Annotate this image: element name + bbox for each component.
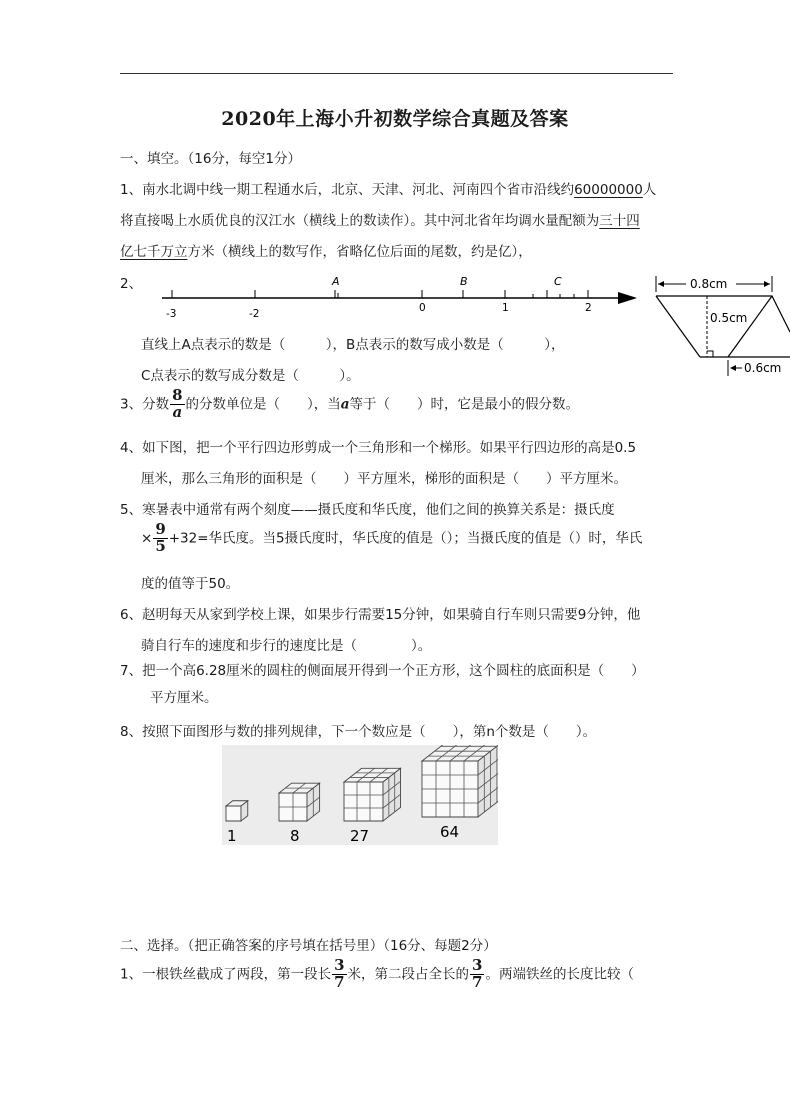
trapezoid-left-side [656, 296, 700, 357]
q7-line1: 7、把一个高6.28厘米的圆柱的侧面展开得到一个正方形，这个圆柱的底面积是（ ） [120, 663, 645, 679]
section2-heading: 二、选择。（把正确答案的序号填在括号里）（16分、每题2分） [120, 938, 497, 954]
q5-line2 [141, 522, 642, 555]
q1-line2 [120, 209, 640, 229]
q1-underlined-number: 60000000 [574, 182, 643, 198]
q1-underlined-words-2: 亿七千万立 [120, 244, 188, 260]
number-line-arrow-icon [618, 292, 637, 304]
q8-line1: 8、按照下面图形与数的排列规律，下一个数应是（ ），第n个数是（ ）。 [120, 724, 597, 740]
point-label: A [332, 275, 340, 288]
q1-line2-text: 将直接喝上水质优良的汉江水（横线上的数读作）。其中河北省年均调水量配额为 [120, 213, 600, 229]
s2-q1-fraction-2 [470, 958, 484, 991]
q6-line1: 6、赵明每天从家到学校上课，如果步行需要15分钟，如果骑自行车则只需要9分钟，他 [120, 607, 641, 623]
q3-line [120, 388, 579, 421]
header-rule [120, 73, 673, 74]
s2-q1-line [120, 958, 634, 991]
q2-number: 2、 [120, 276, 143, 292]
arrow-left-icon [730, 365, 736, 371]
q3-variable: a [340, 396, 350, 413]
q1-underlined-words-1: 三十四 [599, 213, 640, 229]
q3-middle: 的分数单位是（ ），当 [185, 396, 341, 413]
q2-line1: 直线上A点表示的数是（ ），B点表示的数写成小数是（ ）， [141, 337, 565, 353]
cube-count-label: 8 [290, 827, 300, 845]
s2-q1-fraction-2-denominator: 7 [472, 972, 483, 991]
cut-line [728, 296, 772, 357]
arrow-right-icon [764, 281, 770, 287]
cube-count-label: 27 [350, 827, 370, 845]
tick-label: 1 [502, 302, 509, 314]
q1-line3 [120, 240, 532, 260]
tick-label: 2 [585, 302, 592, 314]
q5-times: × [141, 530, 153, 547]
point-label: B [460, 275, 468, 288]
tick-label: -3 [166, 308, 177, 320]
q7-line2: 平方厘米。 [150, 690, 218, 706]
q6-line2: 骑自行车的速度和步行的速度比是（ ）。 [141, 638, 432, 654]
q5-line1: 5、寒暑表中通常有两个刻度——摄氏度和华氏度，他们之间的换算关系是：摄氏度 [120, 502, 615, 518]
s2-q1-fraction-2-numerator: 3 [472, 956, 483, 974]
cube-face [226, 806, 241, 821]
cube-count-label: 1 [227, 827, 237, 845]
cube-drawing [222, 745, 498, 845]
s2-q1-suffix: 。两端铁丝的长度比较（ [485, 966, 634, 983]
q5-line3: 度的值等于50。 [141, 576, 240, 592]
point-label: C [554, 275, 562, 288]
bottom-length-label: 0.6cm [744, 361, 782, 375]
cube-count-label: 64 [440, 823, 460, 841]
number-line-figure [150, 268, 645, 326]
cube-pattern-figure [222, 745, 498, 845]
q3-prefix: 3、分数 [120, 396, 170, 413]
s2-q1-fraction-1 [332, 958, 346, 991]
tick-label: -2 [249, 308, 260, 320]
q1-line1 [120, 178, 656, 198]
q2-line2: C点表示的数写成分数是（ ）。 [141, 368, 360, 384]
q3-fraction [170, 388, 184, 421]
q3-tail: 等于（ ）时，它是最小的假分数。 [349, 396, 580, 413]
right-angle-mark [707, 351, 713, 357]
s2-q1-fraction-1-numerator: 3 [334, 956, 345, 974]
q5-fraction-denominator: 5 [155, 536, 166, 555]
q1-line1-text: 1、南水北调中线一期工程通水后，北京、天津、河北、河南四个省市沿线约 [120, 182, 575, 198]
q1-line3-text: 方米（横线上的数写作，省略亿位后面的尾数，约是亿）， [187, 244, 532, 260]
trapezoid-figure [650, 272, 790, 380]
arrow-left-icon [658, 281, 664, 287]
q5-fraction-numerator: 9 [155, 520, 166, 538]
height-label: 0.5cm [710, 311, 748, 325]
q3-fraction-numerator: 8 [172, 386, 183, 404]
top-length-label: 0.8cm [690, 277, 728, 291]
tick-label: 0 [419, 302, 426, 314]
q1-line1-tail: 人 [642, 182, 657, 198]
s2-q1-prefix: 1、一根铁丝截成了两段，第一段长 [120, 966, 332, 983]
q3-fraction-denominator: a [172, 402, 183, 421]
q4-line2: 厘米，那么三角形的面积是（ ）平方厘米，梯形的面积是（ ）平方厘米。 [141, 471, 627, 487]
q5-fraction [153, 522, 167, 555]
cube-face [344, 782, 383, 821]
q4-line1: 4、如下图，把一个平行四边形剪成一个三角形和一个梯形。如果平行四边形的高是0.5 [120, 440, 637, 456]
s2-q1-middle: 米，第二段占全长的 [347, 966, 470, 983]
q5-line2-text: +32=华氏度。当5摄氏度时，华氏度的值是（）；当摄氏度的值是（）时，华氏 [168, 530, 643, 547]
page-title: 2020年上海小升初数学综合真题及答案 [221, 108, 569, 130]
section1-heading: 一、填空。（16分，每空1分） [120, 151, 302, 167]
s2-q1-fraction-1-denominator: 7 [334, 972, 345, 991]
